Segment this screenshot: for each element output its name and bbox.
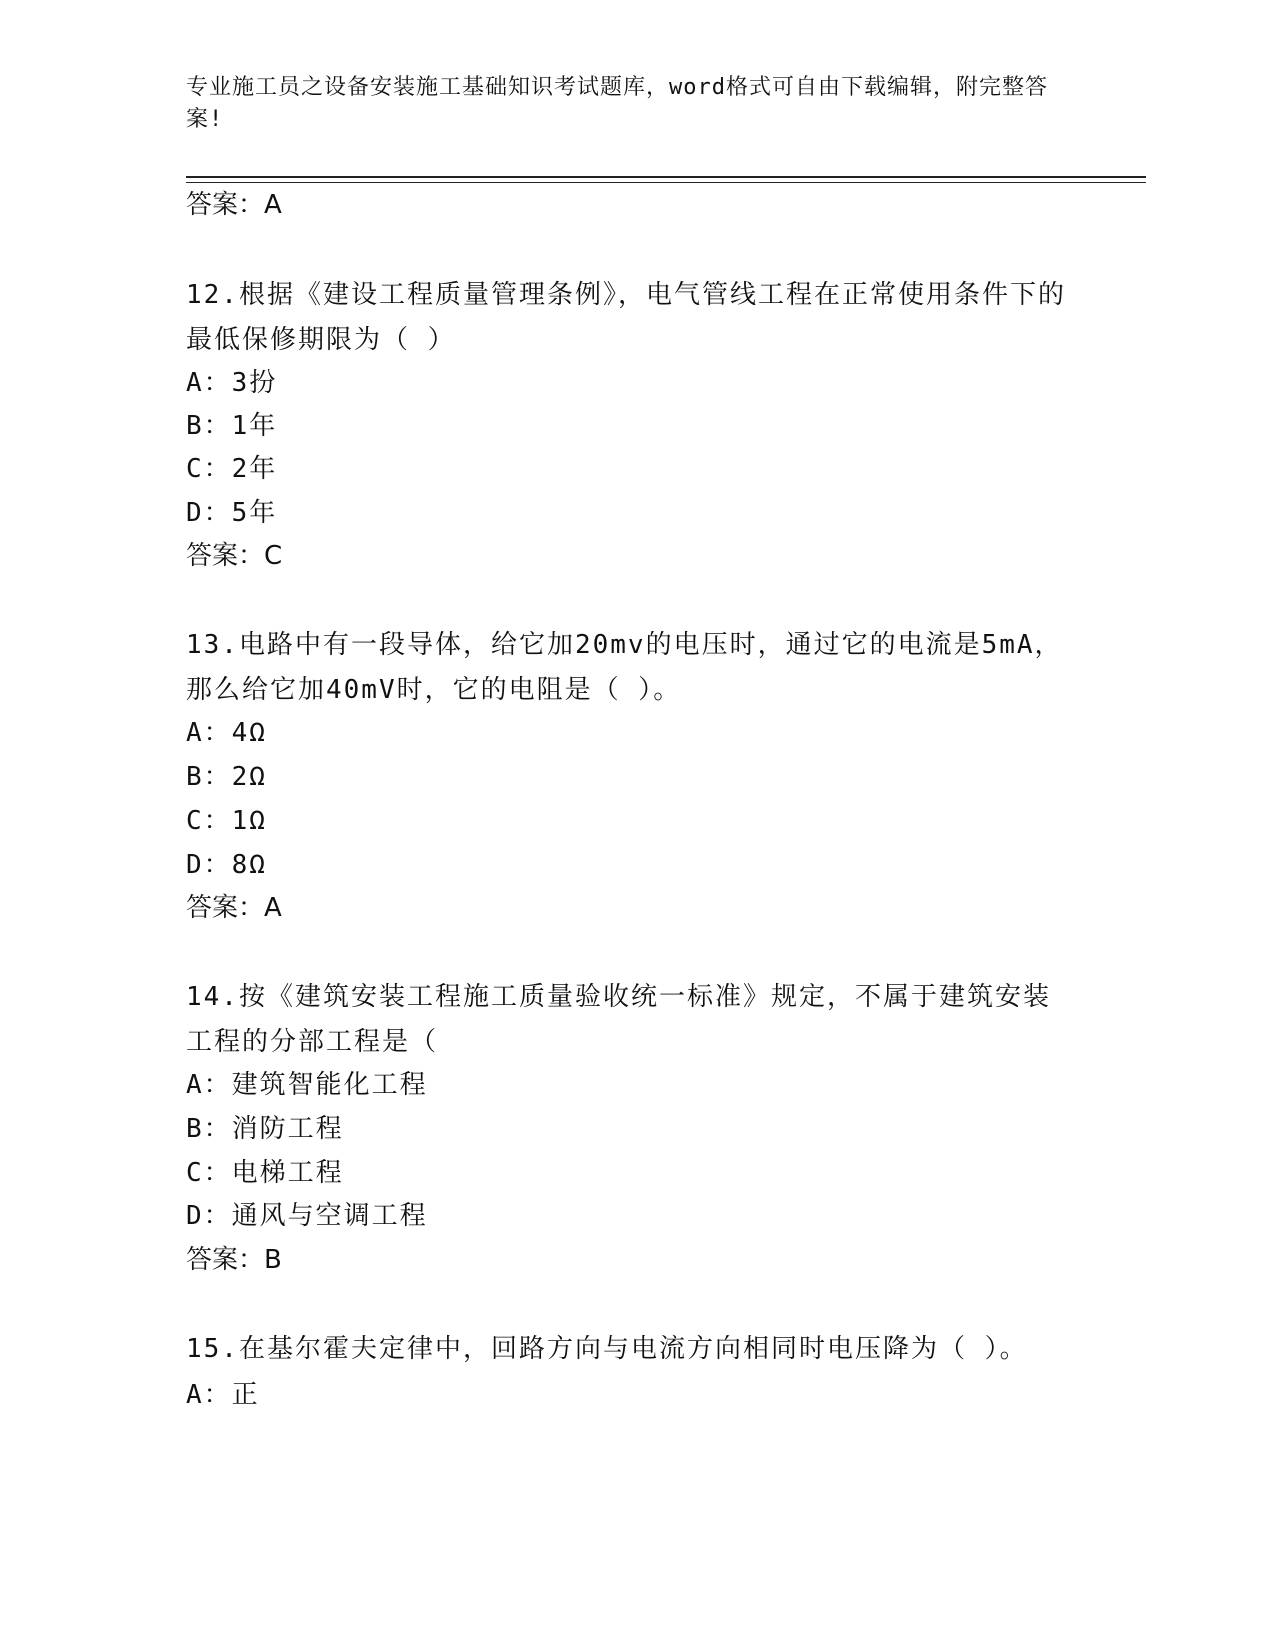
question-12-answer: 答案：C	[186, 541, 283, 571]
question-14-option-c: C：电梯工程	[186, 1158, 344, 1188]
question-12-option-a: A：3扮	[186, 368, 278, 398]
header-rule-thick	[186, 176, 1146, 178]
question-14-option-b: B：消防工程	[186, 1114, 344, 1144]
question-13-answer: 答案：A	[186, 893, 282, 923]
question-15-option-a: A：正	[186, 1380, 260, 1410]
question-12-text: 12.根据《建设工程质量管理条例》，电气管线工程在正常使用条件下的最低保修期限为（ ）	[186, 280, 1066, 355]
question-12-option-c: C：2年	[186, 454, 278, 484]
question-13-option-b: B：2Ω	[186, 762, 267, 792]
question-13-option-c: C：1Ω	[186, 806, 267, 836]
header-rule-thin	[186, 182, 1146, 183]
question-14-option-d: D：通风与空调工程	[186, 1201, 428, 1231]
question-13-option-d: D：8Ω	[186, 850, 267, 880]
question-13-text: 13.电路中有一段导体，给它加20mv的电压时，通过它的电流是5mA，那么给它加40mV时，它的电阻是（ ）。	[186, 630, 1063, 705]
question-12-option-d: D：5年	[186, 498, 278, 528]
question-15-text: 15.在基尔霍夫定律中，回路方向与电流方向相同时电压降为（ ）。	[186, 1334, 1028, 1364]
question-13-option-a: A：4Ω	[186, 718, 267, 748]
document-header: 专业施工员之设备安装施工基础知识考试题库，word格式可自由下载编辑，附完整答案!	[186, 75, 1048, 132]
question-14-answer: 答案：B	[186, 1245, 282, 1275]
answer-prev: 答案：A	[186, 190, 282, 220]
question-14-text: 14.按《建筑安装工程施工质量验收统一标准》规定，不属于建筑安装工程的分部工程是（	[186, 982, 1051, 1057]
question-14-option-a: A：建筑智能化工程	[186, 1070, 428, 1100]
question-12-option-b: B：1年	[186, 411, 278, 441]
